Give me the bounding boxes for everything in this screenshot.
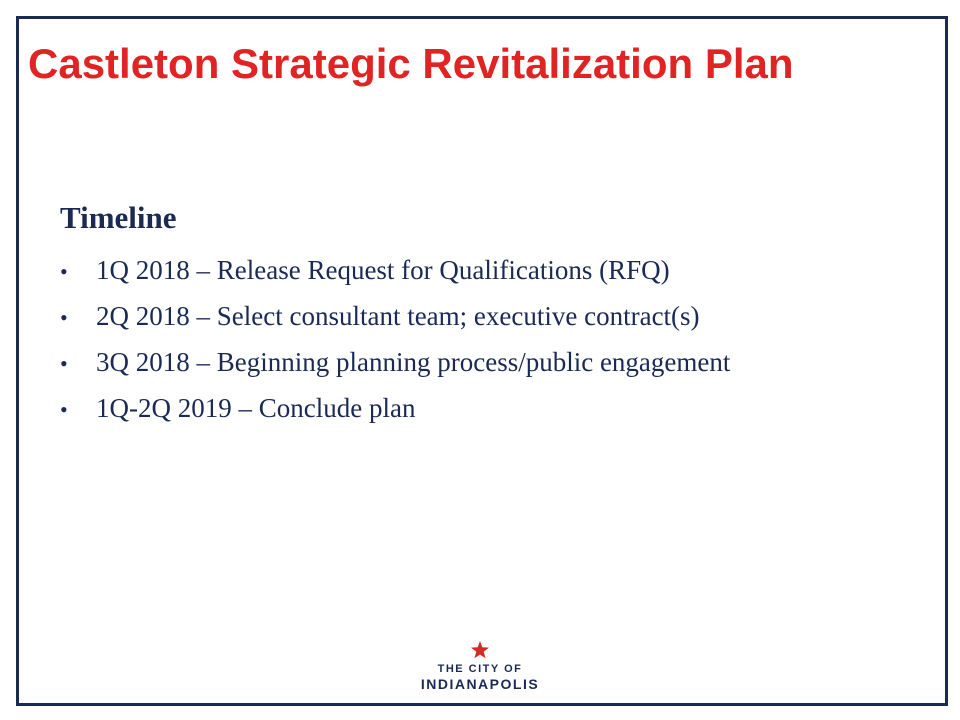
slide-title: Castleton Strategic Revitalization Plan [28, 40, 794, 87]
timeline-item [60, 388, 730, 434]
timeline-item [60, 342, 730, 388]
section-heading: Timeline [60, 200, 177, 235]
timeline-item [60, 250, 730, 296]
bullet-icon: • [60, 259, 68, 284]
bullet-icon: • [60, 305, 68, 330]
logo-line-the-city-of: THE CITY OF [437, 663, 523, 675]
timeline-item [60, 296, 730, 342]
timeline-item-text: 3Q 2018 – Beginning planning process/public engagement [96, 347, 731, 377]
city-of-indianapolis-logo [400, 640, 560, 696]
timeline-list [60, 250, 730, 434]
bullet-icon: • [60, 397, 68, 422]
timeline-item-text: 1Q 2018 – Release Request for Qualifications (RFQ) [96, 255, 670, 285]
bullet-icon: • [60, 351, 68, 376]
star-icon [470, 640, 490, 660]
timeline-item-text: 1Q-2Q 2019 – Conclude plan [96, 393, 416, 423]
timeline-item-text: 2Q 2018 – Select consultant team; executive contract(s) [96, 301, 700, 331]
logo-line-indianapolis: INDIANAPOLIS [420, 676, 540, 692]
